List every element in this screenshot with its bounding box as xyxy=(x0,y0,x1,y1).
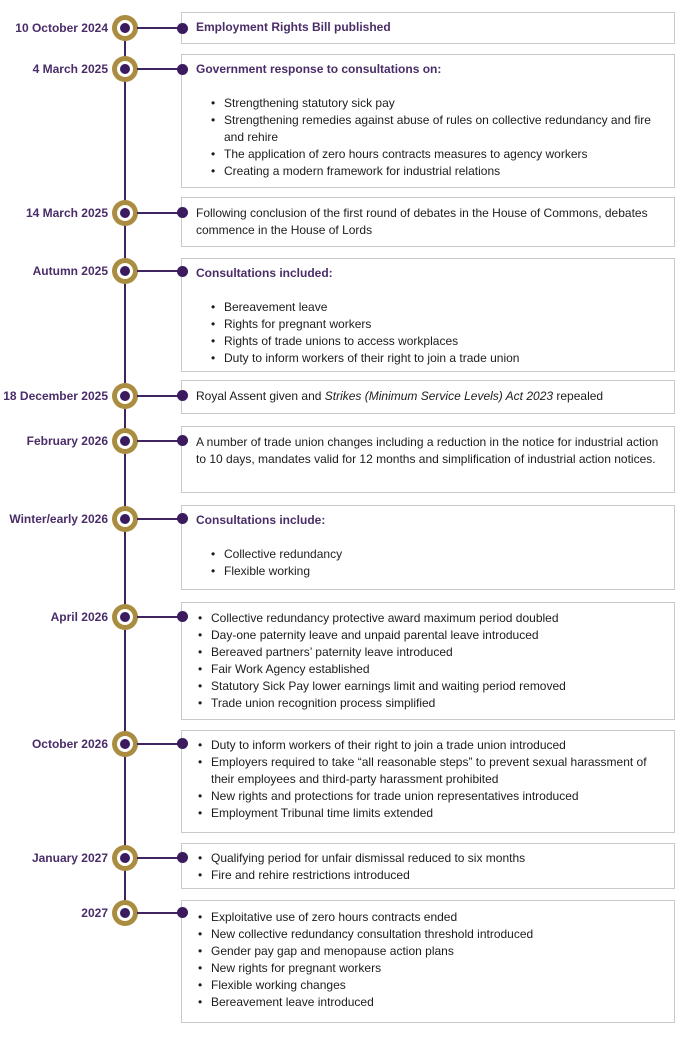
bullet-dot-icon xyxy=(177,64,188,75)
list-item: • Exploitative use of zero hours contracts ended xyxy=(198,909,662,926)
connector-line xyxy=(137,743,182,745)
entry-box xyxy=(181,843,675,889)
list-item: • Rights for pregnant workers xyxy=(211,316,662,333)
text-segment: Royal Assent given and xyxy=(196,389,325,403)
connector-line xyxy=(137,912,182,914)
entry-date: 14 March 2025 xyxy=(25,206,108,220)
list-item: • Trade union recognition process simplified xyxy=(198,695,662,712)
entry-heading: Consultations include: xyxy=(196,513,326,527)
entry-date: 4 March 2025 xyxy=(32,62,108,76)
entry-box xyxy=(181,54,675,188)
entry-list xyxy=(196,909,662,1011)
connector-line xyxy=(137,270,182,272)
milestone-node-icon xyxy=(112,900,138,926)
entry-box xyxy=(181,380,675,414)
list-item: • Employment Tribunal time limits extended xyxy=(198,805,662,822)
bullet-dot-icon xyxy=(177,207,188,218)
connector-line xyxy=(137,616,182,618)
list-item: • Duty to inform workers of their right to join a trade union introduced xyxy=(198,737,662,754)
list-item: • Bereavement leave introduced xyxy=(198,994,662,1011)
entry-date: February 2026 xyxy=(26,434,108,448)
list-item: • Collective redundancy protective award maximum period doubled xyxy=(198,610,662,627)
list-item: • Fair Work Agency established xyxy=(198,661,662,678)
milestone-node-icon xyxy=(112,506,138,532)
entry-date: 2027 xyxy=(81,906,108,920)
entry-list xyxy=(196,850,662,884)
entry-heading: Employment Rights Bill published xyxy=(196,20,391,34)
list-item: • Employers required to take “all reasonable steps” to prevent sexual harassment of their employees and third-party harassment prohibited xyxy=(198,754,662,788)
list-item: • Creating a modern framework for industrial relations xyxy=(211,163,662,180)
entry-text: A number of trade union changes including a reduction in the notice for industrial action to 10 days, mandates valid for 12 months and simplification of industrial action notices. xyxy=(196,435,659,466)
milestone-node-icon xyxy=(112,56,138,82)
entry-box xyxy=(181,426,675,493)
connector-line xyxy=(137,440,182,442)
timeline-spine xyxy=(124,28,126,914)
entry-box xyxy=(181,12,675,44)
list-item: • New rights and protections for trade union representatives introduced xyxy=(198,788,662,805)
entry-box xyxy=(181,258,675,372)
connector-line xyxy=(137,395,182,397)
bullet-dot-icon xyxy=(177,23,188,34)
entry-date: October 2026 xyxy=(31,737,108,751)
entry-box xyxy=(181,730,675,833)
list-item: • Strengthening remedies against abuse of rules on collective redundancy and fire and rehire xyxy=(211,112,662,146)
bullet-dot-icon xyxy=(177,611,188,622)
entry-date: January 2027 xyxy=(31,851,108,865)
entry-list xyxy=(196,610,662,712)
list-item: • Fire and rehire restrictions introduced xyxy=(198,867,662,884)
milestone-node-icon xyxy=(112,731,138,757)
list-item: • Collective redundancy xyxy=(211,546,662,563)
entry-box xyxy=(181,505,675,590)
text-segment: repealed xyxy=(553,389,604,403)
entry-date: 10 October 2024 xyxy=(15,21,108,35)
milestone-node-icon xyxy=(112,845,138,871)
entry-date: 18 December 2025 xyxy=(3,389,108,403)
entry-heading: Consultations included: xyxy=(196,266,333,280)
bullet-dot-icon xyxy=(177,390,188,401)
list-item: • New rights for pregnant workers xyxy=(198,960,662,977)
list-item: • Bereaved partners’ paternity leave introduced xyxy=(198,644,662,661)
milestone-node-icon xyxy=(112,200,138,226)
connector-line xyxy=(137,857,182,859)
list-item: • New collective redundancy consultation threshold introduced xyxy=(198,926,662,943)
entry-heading: Government response to consultations on: xyxy=(196,62,442,76)
entry-date: Winter/early 2026 xyxy=(9,512,108,526)
list-item: • The application of zero hours contracts measures to agency workers xyxy=(211,146,662,163)
entry-list xyxy=(196,299,662,367)
entry-list xyxy=(196,546,662,580)
bullet-dot-icon xyxy=(177,513,188,524)
list-item: • Gender pay gap and menopause action plans xyxy=(198,943,662,960)
list-item: • Rights of trade unions to access workplaces xyxy=(211,333,662,350)
list-item: • Qualifying period for unfair dismissal reduced to six months xyxy=(198,850,662,867)
entry-box xyxy=(181,602,675,720)
list-item: • Strengthening statutory sick pay xyxy=(211,95,662,112)
milestone-node-icon xyxy=(112,258,138,284)
connector-line xyxy=(137,68,182,70)
list-item: • Bereavement leave xyxy=(211,299,662,316)
milestone-node-icon xyxy=(112,428,138,454)
milestone-node-icon xyxy=(112,15,138,41)
bullet-dot-icon xyxy=(177,738,188,749)
connector-line xyxy=(137,518,182,520)
milestone-node-icon xyxy=(112,383,138,409)
list-item: • Day-one paternity leave and unpaid parental leave introduced xyxy=(198,627,662,644)
list-item: • Flexible working changes xyxy=(198,977,662,994)
list-item: • Flexible working xyxy=(211,563,662,580)
bullet-dot-icon xyxy=(177,907,188,918)
bullet-dot-icon xyxy=(177,852,188,863)
bullet-dot-icon xyxy=(177,435,188,446)
milestone-node-icon xyxy=(112,604,138,630)
entry-date: Autumn 2025 xyxy=(32,264,108,278)
list-item: • Statutory Sick Pay lower earnings limit and waiting period removed xyxy=(198,678,662,695)
connector-line xyxy=(137,212,182,214)
connector-line xyxy=(137,27,182,29)
entry-list xyxy=(196,95,662,180)
entry-box xyxy=(181,197,675,247)
act-title: Strikes (Minimum Service Levels) Act 2023 xyxy=(324,389,554,403)
entry-text: Following conclusion of the first round of debates in the House of Commons, debates commence in the House of Lords xyxy=(196,206,648,237)
list-item: • Duty to inform workers of their right to join a trade union xyxy=(211,350,662,367)
entry-date: April 2026 xyxy=(50,610,108,624)
entry-list xyxy=(196,737,662,822)
entry-box xyxy=(181,900,675,1023)
entry-text xyxy=(196,388,662,405)
bullet-dot-icon xyxy=(177,266,188,277)
